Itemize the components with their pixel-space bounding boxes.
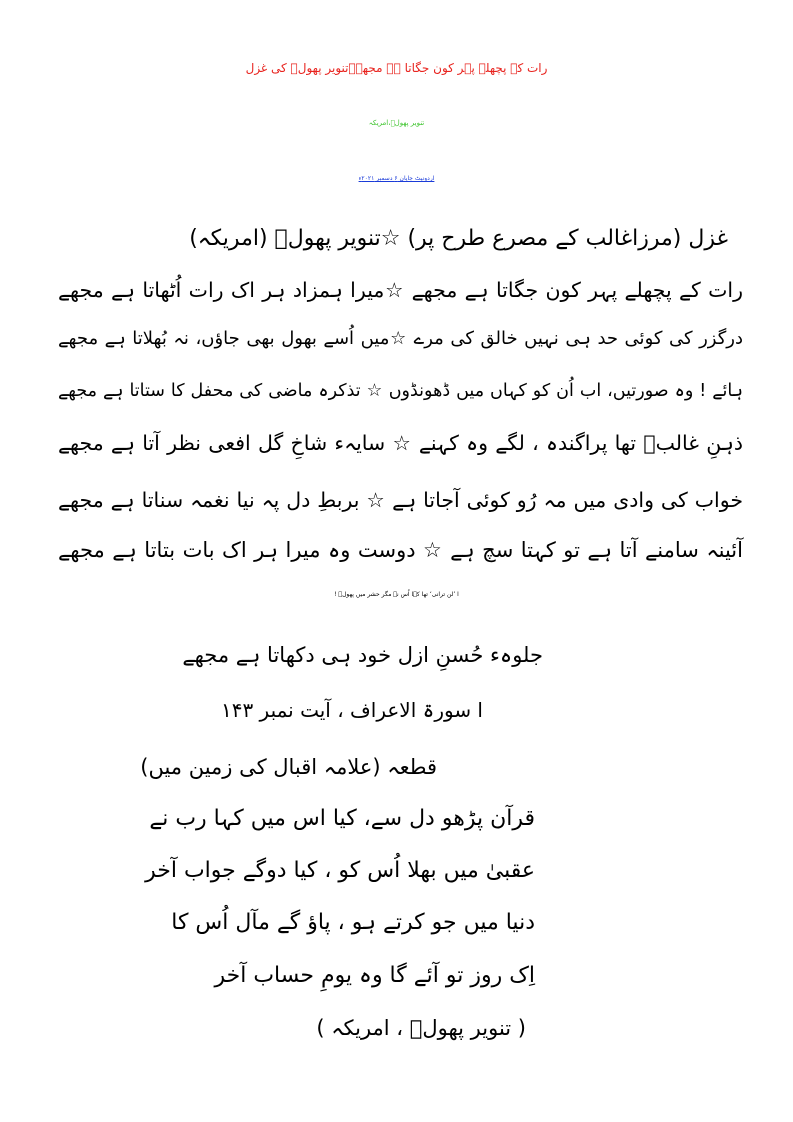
qita-line-3: دنیا میں جو کرتے ہو ، پاؤ گے مآل اُس کا (171, 910, 535, 935)
ghazal-verse-1: رات کے پچھلے پہر کون جگاتا ہے مجھے ☆میرا ہمزاد ہر اک رات اُٹھاتا ہے مجھے (58, 278, 743, 302)
ghazal-maqta-first-line: ا ’لن ترانی‘ تھا کہا اُس نے مگر حشر میں پھولؔ ! (334, 591, 459, 598)
qita-heading: قطعہ (علامہ اقبال کی زمین میں) (140, 755, 437, 779)
article-title: رات کے پچھلے پہر کون جگاتا ہے مجھے۔تنویر پھولؔ کی غزل (245, 61, 548, 75)
qita-line-2: عقبیٰ میں بھلا اُس کو ، کیا دوگے جواب آخر (145, 858, 535, 883)
ghazal-heading: غزل (مرزاغالب کے مصرع طرح پر) ☆تنویر پھولؔ (امریکہ) (189, 226, 728, 251)
ghazal-verse-3: ہائے ! وہ صورتیں، اب اُن کو کہاں میں ڈھونڈوں ☆ تذکرہ ماضی کی محفل کا ستاتا ہے مجھے (58, 381, 743, 401)
ghazal-verse-6: آئینہ سامنے آتا ہے تو کہتا سچ ہے ☆ دوست وہ میرا ہر اک بات بتاتا ہے مجھے (58, 538, 743, 562)
source-date-line: اردونیٹ جاپان ۶ دسمبر ۲۰۲۱ء (358, 175, 435, 182)
footnote-reference: ا سورۃ الاعراف ، آیت نمبر ۱۴۳ (220, 698, 483, 722)
qita-line-1: قرآن پڑھو دل سے، کیا اس میں کہا رب نے (149, 806, 535, 831)
qita-line-4: اِک روز تو آئے گا وہ یومِ حساب آخر (214, 963, 535, 988)
author-byline: تنویر پھولؔ،امریکہ (368, 119, 425, 127)
ghazal-verse-5: خواب کی وادی میں مہ رُو کوئی آجاتا ہے ☆ بربطِ دل پہ نیا نغمہ سناتا ہے مجھے (58, 488, 743, 512)
ghazal-verse-4: ذہنِ غالبؔ تھا پراگندہ ، لگے وہ کہنے ☆ سایہء شاخِ گل افعی نظر آتا ہے مجھے (58, 431, 743, 455)
ghazal-maqta-second-line: جلوہء حُسنِ ازل خود ہی دکھاتا ہے مجھے (182, 643, 543, 667)
ghazal-verse-2: درگزر کی کوئی حد ہی نہیں خالق کی مرے ☆میں اُسے بھول بھی جاؤں، نہ بُھلاتا ہے مجھے (58, 328, 743, 349)
poet-signature: ( تنویر پھولؔ ، امریکہ ) (316, 1016, 526, 1040)
